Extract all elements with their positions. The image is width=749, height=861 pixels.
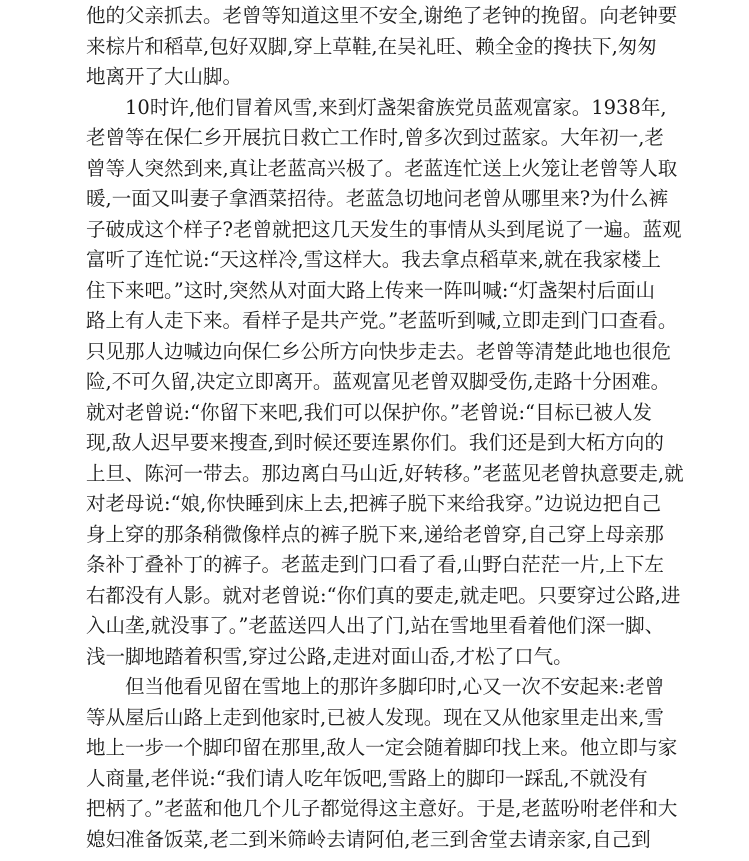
text-line: 子破成这个样子?老曾就把这几天发生的事情从头到尾说了一遍。蓝观 bbox=[86, 218, 682, 241]
text-line: 地离开了大山脚。 bbox=[86, 65, 243, 88]
text-line: 他的父亲抓去。老曾等知道这里不安全,谢绝了老钟的挽留。向老钟要 bbox=[86, 4, 678, 27]
text-line: 只见那人边喊边向保仁乡公所方向快步走去。老曾等清楚此地也很危 bbox=[86, 340, 672, 363]
text-line: 路上有人走下来。看样子是共产党。”老蓝听到喊,立即走到门口查看。 bbox=[86, 309, 678, 332]
text-line: 险,不可久留,决定立即离开。蓝观富见老曾双脚受伤,走路十分困难。 bbox=[86, 370, 671, 393]
text-line: 右都没有人影。就对老曾说:“你们真的要走,就走吧。只要穿过公路,进 bbox=[86, 584, 681, 607]
text-line: 对老母说:“娘,你快睡到床上去,把裤子脱下来给我穿。”边说边把自己 bbox=[86, 492, 662, 515]
text-line: 条补丁叠补丁的裤子。老蓝走到门口看了看,山野白茫茫一片,上下左 bbox=[86, 553, 664, 576]
text-line: 等从屋后山路上走到他家时,已被人发现。现在又从他家里走出来,雪 bbox=[86, 706, 664, 729]
text-line: 现,敌人迟早要来搜查,到时候还要连累你们。我们还是到大柘方向的 bbox=[86, 431, 664, 454]
text-line: 身上穿的那条稍微像样点的裤子脱下来,递给老曾穿,自己穿上母亲那 bbox=[86, 523, 664, 546]
text-line: 曾等人突然到来,真让老蓝高兴极了。老蓝连忙送上火笼让老曾等人取 bbox=[86, 157, 678, 180]
text-line: 来棕片和稻草,包好双脚,穿上草鞋,在吴礼旺、赖全金的搀扶下,匆匆 bbox=[86, 35, 657, 58]
paragraph-start-line: 10时许,他们冒着风雪,来到灯盏架畲族党员蓝观富家。1938年, bbox=[125, 96, 667, 119]
text-line: 地上一步一个脚印留在那里,敌人一定会随着脚印找上来。他立即与家 bbox=[86, 736, 678, 759]
paragraph-start-line: 但当他看见留在雪地上的那许多脚印时,心又一次不安起来:老曾 bbox=[125, 675, 665, 698]
text-line: 暖,一面又叫妻子拿酒菜招待。老蓝急切地问老曾从哪里来?为什么裤 bbox=[86, 187, 669, 210]
text-line: 入山垄,就没事了。”老蓝送四人出了门,站在雪地里看着他们深一脚、 bbox=[86, 614, 665, 637]
text-line: 住下来吧。”这时,突然从对面大路上传来一阵叫喊:“灯盏架村后面山 bbox=[86, 279, 655, 302]
text-line: 上旦、陈河一带去。那边离白马山近,好转移。”老蓝见老曾执意要走,就 bbox=[86, 462, 684, 485]
text-line: 富听了连忙说:“天这样冷,雪这样大。我去拿点稻草来,就在我家楼上 bbox=[86, 248, 661, 271]
text-line: 人商量,老伴说:“我们请人吃年饭吧,雪路上的脚印一踩乱,不就没有 bbox=[86, 767, 648, 790]
text-line: 就对老曾说:“你留下来吧,我们可以保护你。”老曾说:“目标已被人发 bbox=[86, 401, 652, 424]
text-line: 老曾等在保仁乡开展抗日救亡工作时,曾多次到过蓝家。大年初一,老 bbox=[86, 126, 664, 149]
text-line: 把柄了。”老蓝和他几个儿子都觉得这主意好。于是,老蓝吩咐老伴和大 bbox=[86, 797, 678, 820]
text-line: 浅一脚地踏着积雪,穿过公路,走进对面山岙,才松了口气。 bbox=[86, 645, 573, 668]
text-line: 媳妇准备饭菜,老二到米筛岭去请阿伯,老三到舍堂去请亲家,自己到 bbox=[86, 828, 651, 851]
